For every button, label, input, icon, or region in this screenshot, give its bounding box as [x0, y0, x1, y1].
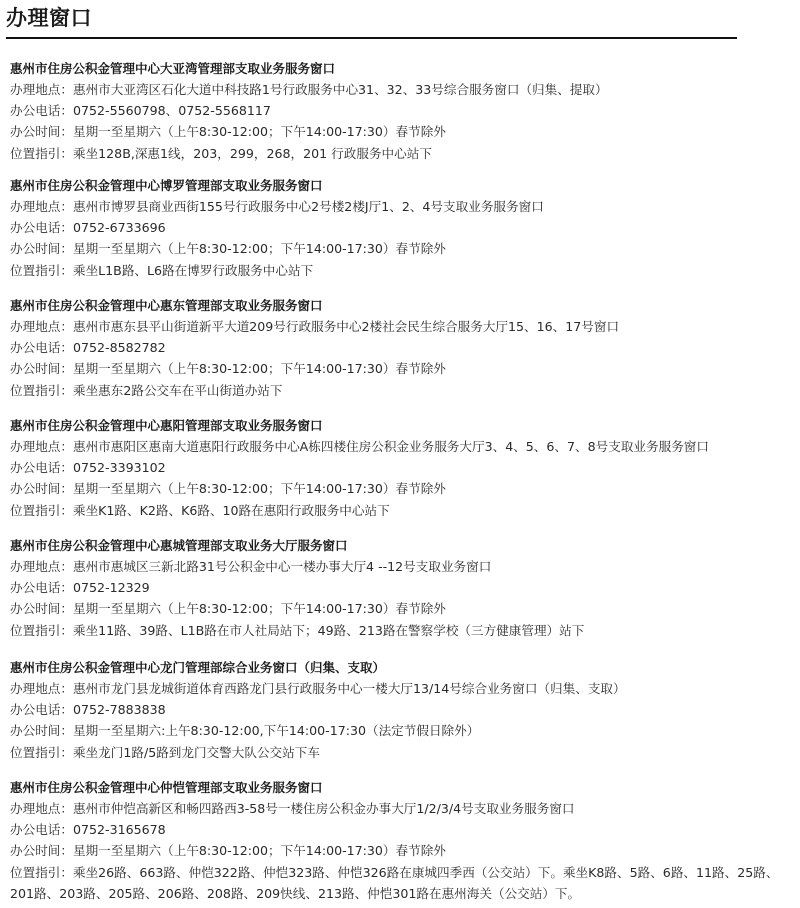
info-value: 惠州市博罗县商业西街155号行政服务中心2号楼2楼J厅1、2、4号支取业务服务窗口: [72, 199, 544, 214]
info-label: 位置指引：: [10, 622, 73, 638]
info-label: 办理地点：: [10, 82, 73, 97]
info-value: 星期一至星期六（上午8:30-12:00；下午14:00-17:30）春节除外: [72, 601, 446, 617]
service-window-block: [10, 535, 795, 641]
info-row: [10, 478, 795, 499]
info-label: 办公电话：: [10, 220, 73, 236]
info-value: 0752-5560798、0752-5568117: [72, 103, 271, 119]
info-row: [10, 337, 795, 358]
info-row: [10, 316, 795, 337]
info-label: 办公时间：: [10, 601, 73, 617]
info-label: 办公电话：: [10, 822, 73, 838]
info-label: 位置指引：: [10, 262, 73, 278]
info-value: 惠州市惠城区三新北路31号公积金中心一楼办事大厅4 --12号支取业务窗口: [72, 559, 492, 574]
info-value: 乘坐L1B路、L6路在博罗行政服务中心站下: [72, 262, 314, 278]
service-window-block: [10, 657, 795, 763]
info-value: 乘坐128B,深惠1线，203，299，268，201 行政服务中心站下: [72, 145, 432, 161]
info-row: [10, 840, 795, 861]
info-row: [10, 143, 795, 164]
info-value: 0752-6733696: [72, 220, 166, 236]
service-window-name: 惠州市住房公积金管理中心惠东管理部支取业务服务窗口: [10, 298, 323, 313]
info-row: [10, 380, 795, 401]
info-row: [10, 358, 795, 379]
info-label: 办公时间：: [10, 361, 73, 377]
info-row: [10, 862, 795, 904]
info-label: 位置指引：: [10, 502, 73, 518]
service-window-name: 惠州市住房公积金管理中心惠阳管理部支取业务服务窗口: [10, 418, 323, 433]
info-row: [10, 598, 795, 619]
info-label: 办理地点：: [10, 319, 73, 334]
info-value: 乘坐惠东2路公交车在平山街道办站下: [72, 382, 283, 398]
info-value: 星期一至星期六:上午8:30-12:00,下午14:00-17:30（法定节假日除外）: [72, 723, 480, 739]
title-divider: [6, 37, 737, 39]
info-row: [10, 238, 795, 259]
info-row: [10, 798, 795, 819]
info-label: 位置指引：: [10, 864, 73, 880]
info-label: 办公电话：: [10, 103, 73, 119]
service-window-name: 惠州市住房公积金管理中心博罗管理部支取业务服务窗口: [10, 178, 323, 193]
info-row: [10, 577, 795, 598]
info-row: [10, 79, 795, 100]
info-row: [10, 196, 795, 217]
info-label: 位置指引：: [10, 382, 73, 398]
service-window-block: [10, 295, 795, 401]
info-value: 星期一至星期六（上午8:30-12:00；下午14:00-17:30）春节除外: [72, 843, 446, 859]
info-row: [10, 620, 795, 641]
info-value: 星期一至星期六（上午8:30-12:00；下午14:00-17:30）春节除外: [72, 124, 446, 140]
info-label: 办理地点：: [10, 559, 73, 574]
info-row: [10, 217, 795, 238]
info-row: [10, 457, 795, 478]
info-row: [10, 260, 795, 281]
info-row: [10, 720, 795, 741]
info-value: 星期一至星期六（上午8:30-12:00；下午14:00-17:30）春节除外: [72, 361, 446, 377]
info-value: 0752-12329: [72, 580, 150, 596]
info-value: 星期一至星期六（上午8:30-12:00；下午14:00-17:30）春节除外: [72, 481, 446, 497]
info-value: 惠州市惠阳区惠南大道惠阳行政服务中心A栋四楼住房公积金业务服务大厅3、4、5、6、7、8号支取业务服务窗口: [72, 439, 709, 454]
info-row: [10, 121, 795, 142]
service-window-name: 惠州市住房公积金管理中心仲恺管理部支取业务服务窗口: [10, 780, 323, 795]
info-row: [10, 742, 795, 763]
info-value: 0752-8582782: [72, 340, 166, 356]
info-value: 乘坐11路、39路、L1B路在市人社局站下；49路、213路在警察学校（三方健康管理）站下: [72, 622, 585, 638]
info-label: 办公时间：: [10, 124, 73, 140]
info-value: 乘坐26路、663路、仲恺322路、仲恺323路、仲恺326路在康城四季西（公交站）下。乘坐K8路、5路、6路、11路、25路、201路、203路、205路、206路、208路、209快线、213路、仲恺301路在惠州海关（公交站）下。: [10, 864, 779, 901]
info-row: [10, 100, 795, 121]
info-row: [10, 500, 795, 521]
info-value: 惠州市仲恺高新区和畅四路西3-58号一楼住房公积金办事大厅1/2/3/4号支取业务服务窗口: [72, 801, 575, 816]
info-label: 办理地点：: [10, 681, 73, 696]
info-value: 惠州市惠东县平山街道新平大道209号行政服务中心2楼社会民生综合服务大厅15、16、17号窗口: [72, 319, 620, 334]
info-row: [10, 436, 795, 457]
info-value: 乘坐K1路、K2路、K6路、10路在惠阳行政服务中心站下: [72, 502, 390, 518]
info-row: [10, 556, 795, 577]
info-label: 办理地点：: [10, 199, 73, 214]
info-value: 惠州市龙门县龙城街道体育西路龙门县行政服务中心一楼大厅13/14号综合业务窗口（归集、支取）: [72, 681, 626, 696]
info-row: [10, 678, 795, 699]
service-window-name: 惠州市住房公积金管理中心龙门管理部综合业务窗口（归集、支取）: [10, 660, 386, 675]
info-value: 乘坐龙门1路/5路到龙门交警大队公交站下车: [72, 744, 320, 760]
info-label: 办公电话：: [10, 460, 73, 476]
info-label: 办公时间：: [10, 241, 73, 257]
service-window-block: [10, 777, 795, 904]
info-value: 0752-3165678: [72, 822, 166, 838]
info-label: 办公时间：: [10, 723, 73, 739]
info-label: 办公时间：: [10, 843, 73, 859]
info-label: 办理地点：: [10, 801, 73, 816]
info-label: 位置指引：: [10, 145, 73, 161]
info-label: 位置指引：: [10, 744, 73, 760]
info-label: 办理地点：: [10, 439, 73, 454]
info-value: 星期一至星期六（上午8:30-12:00；下午14:00-17:30）春节除外: [72, 241, 446, 257]
info-label: 办公电话：: [10, 702, 73, 718]
page-title: 办理窗口: [6, 6, 92, 30]
info-row: [10, 819, 795, 840]
service-window-block: [10, 175, 795, 281]
info-value: 0752-3393102: [72, 460, 166, 476]
info-value: 惠州市大亚湾区石化大道中科技路1号行政服务中心31、32、33号综合服务窗口（归集、提取）: [72, 82, 608, 97]
service-window-block: [10, 58, 795, 164]
service-window-name: 惠州市住房公积金管理中心惠城管理部支取业务大厅服务窗口: [10, 538, 348, 553]
service-window-block: [10, 415, 795, 521]
info-value: 0752-7883838: [72, 702, 166, 718]
info-label: 办公时间：: [10, 481, 73, 497]
info-label: 办公电话：: [10, 340, 73, 356]
service-window-name: 惠州市住房公积金管理中心大亚湾管理部支取业务服务窗口: [10, 61, 336, 76]
info-row: [10, 699, 795, 720]
info-label: 办公电话：: [10, 580, 73, 596]
